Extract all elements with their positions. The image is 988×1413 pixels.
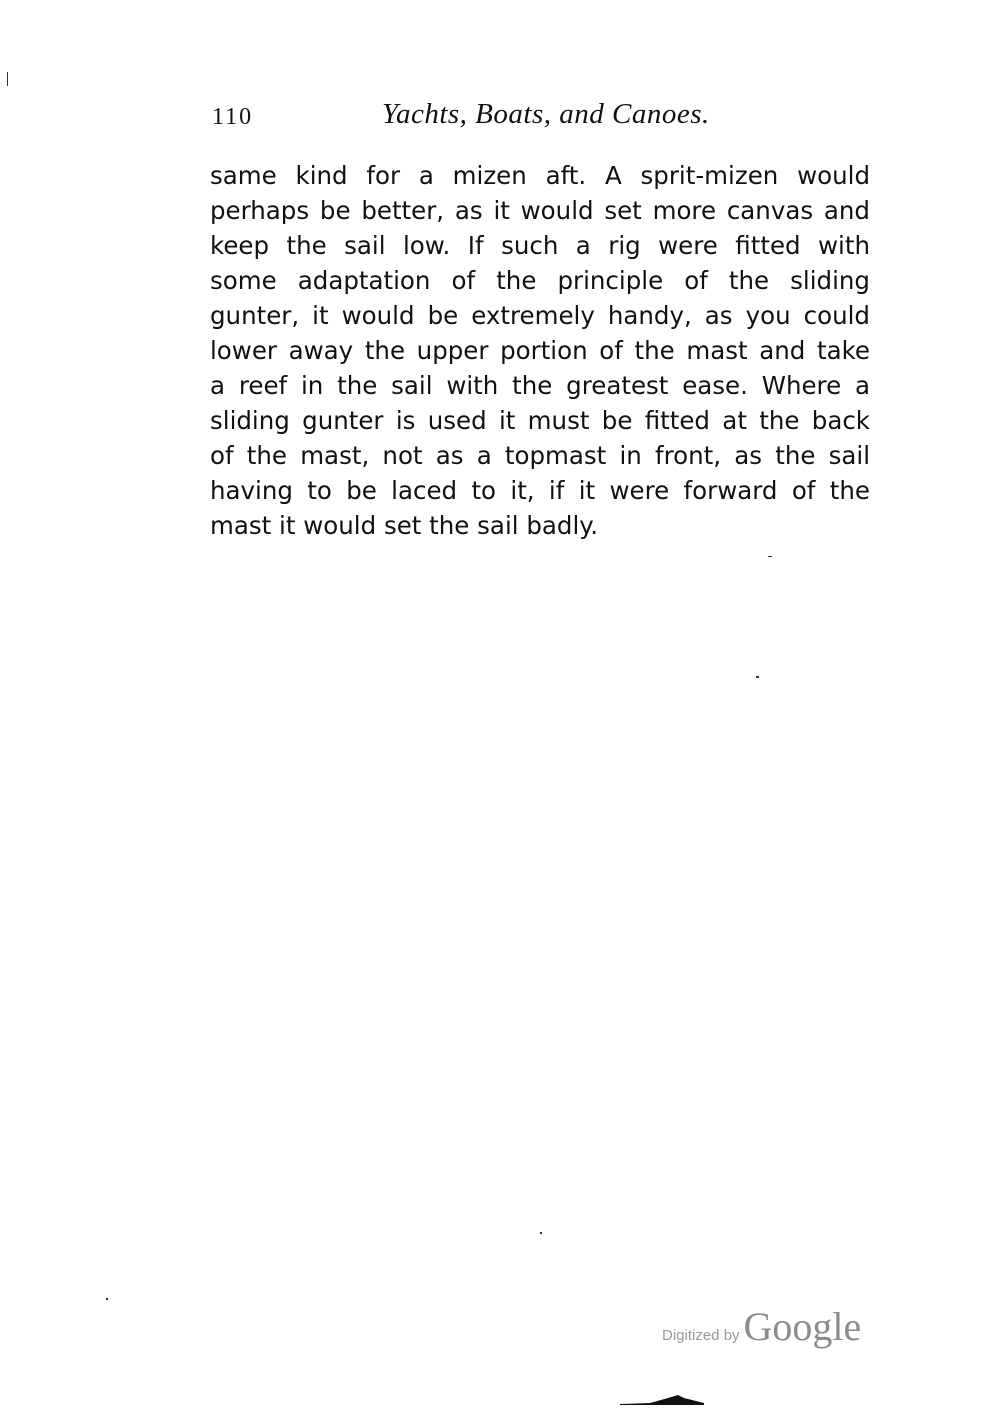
text-line: lower away the upper portion of the mast and take [210, 336, 870, 365]
text-line: perhaps be better, as it would set more canvas and [210, 196, 870, 225]
text-line: same kind for a mizen aft. A sprit-mizen would [210, 161, 870, 190]
text-line: keep the sail low. If such a rig were fitted with [210, 231, 870, 260]
text-line: sliding gunter is used it must be fitted at the back [210, 406, 870, 435]
running-head [212, 98, 870, 138]
page-number: 110 [212, 104, 254, 130]
text-line: some adaptation of the principle of the sliding [210, 266, 870, 295]
text-line: having to be laced to it, if it were forward of the [210, 476, 870, 505]
scan-speck [7, 72, 8, 86]
scan-speck [540, 1232, 542, 1234]
digitized-watermark [662, 1303, 861, 1350]
book-title: Yachts, Boats, and Canoes. [382, 98, 710, 130]
scan-edge-mark [620, 1394, 704, 1406]
text-line: gunter, it would be extremely handy, as you could [210, 301, 870, 330]
text-line: a reef in the sail with the greatest ease. Where a [210, 371, 870, 400]
scan-speck [768, 556, 772, 557]
watermark-prefix: Digitized by [662, 1327, 740, 1344]
text-line: of the mast, not as a topmast in front, as the sail [210, 441, 870, 470]
watermark-brand: Google [743, 1304, 862, 1349]
body-paragraph [210, 158, 870, 543]
text-line: mast it would set the sail badly. [210, 511, 599, 540]
scan-speck [756, 676, 759, 678]
scan-speck [106, 1298, 108, 1300]
